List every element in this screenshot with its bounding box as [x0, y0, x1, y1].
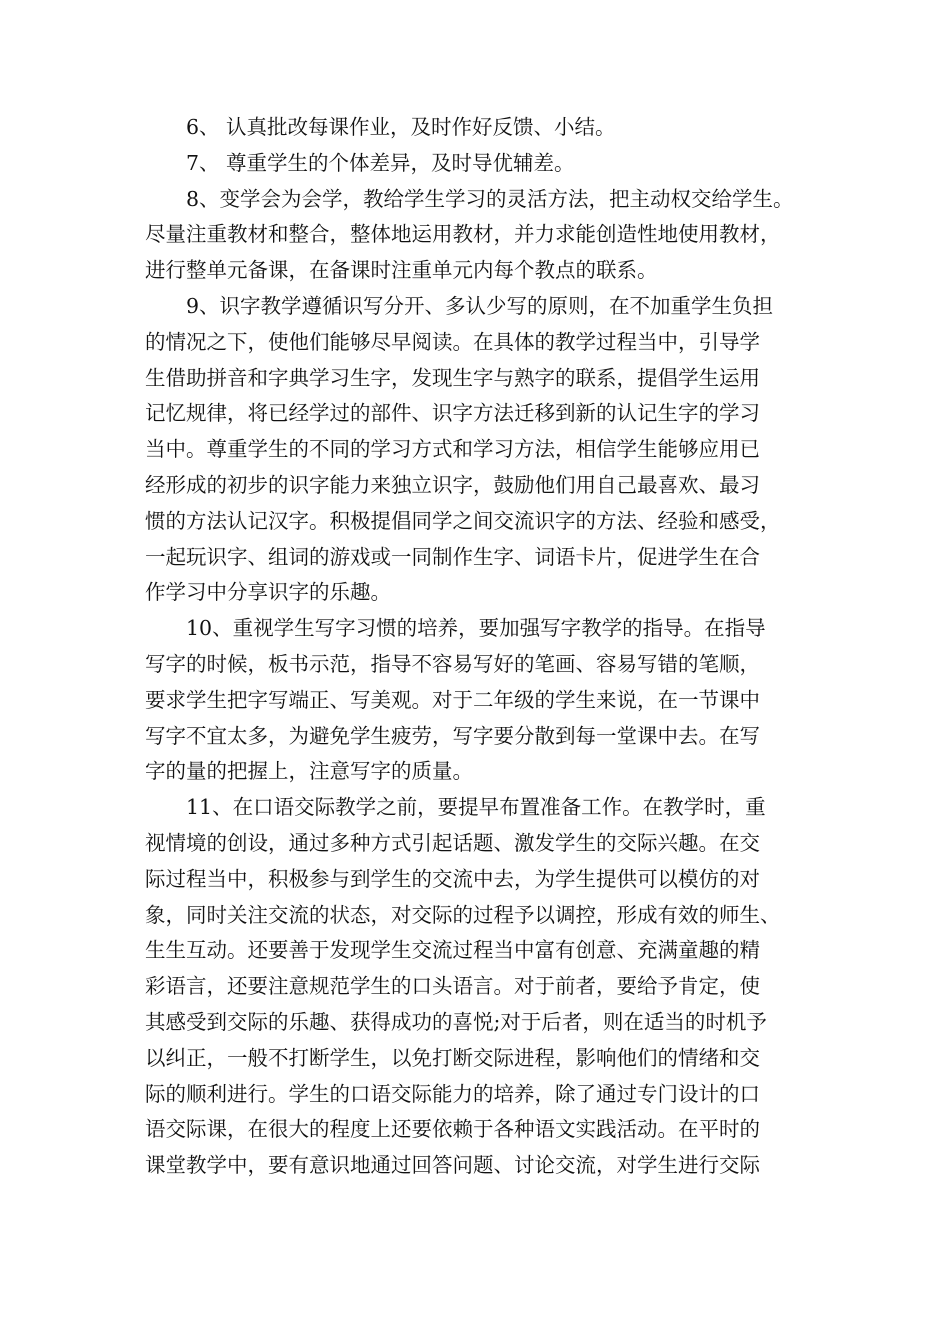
- paragraph-first-line: 6、 认真批改每课作业，及时作好反馈、小结。: [186, 115, 616, 139]
- text-line: 际过程当中，积极参与到学生的交流中去，为学生提供可以模仿的对: [145, 866, 760, 891]
- text-line: 记忆规律，将已经学过的部件、识字方法迁移到新的认记生字的学习: [145, 401, 760, 426]
- text-line: 生生互动。还要善于发现学生交流过程当中富有创意、充满童趣的精: [145, 938, 760, 963]
- paragraph-first-line: 11、在口语交际教学之前，要提早布置准备工作。在教学时，重: [186, 795, 766, 820]
- text-line: 进行整单元备课，在备课时注重单元内每个教点的联系。: [145, 258, 658, 283]
- paragraph-first-line: 8、变学会为会学，教给学生学习的灵活方法，把主动权交给学生。: [186, 186, 794, 211]
- text-line: 际的顺利进行。学生的口语交际能力的培养，除了通过专门设计的口: [145, 1081, 760, 1106]
- text-line: 彩语言，还要注意规范学生的口头语言。对于前者，要给予肯定，使: [145, 974, 760, 999]
- paragraph-first-line: 10、重视学生写字习惯的培养，要加强写字教学的指导。在指导: [186, 616, 766, 641]
- text-line: 字的量的把握上，注意写字的质量。: [145, 759, 473, 784]
- text-line: 写字的时候，板书示范，指导不容易写好的笔画、容易写错的笔顺，: [145, 651, 760, 676]
- text-line: 生借助拼音和字典学习生字，发现生字与熟字的联系，提倡学生运用: [145, 365, 760, 390]
- text-line: 其感受到交际的乐趣、获得成功的喜悦;对于后者，则在适当的时机予: [145, 1009, 767, 1034]
- text-line: 经形成的初步的识字能力来独立识字，鼓励他们用自己最喜欢、最习: [145, 472, 760, 497]
- text-line: 一起玩识字、组词的游戏或一同制作生字、词语卡片，促进学生在合: [145, 544, 760, 569]
- text-line: 的情况之下，使他们能够尽早阅读。在具体的教学过程当中，引导学: [145, 329, 760, 354]
- text-line: 以纠正，一般不打断学生，以免打断交际进程，影响他们的情绪和交: [145, 1045, 760, 1070]
- text-line: 作学习中分享识字的乐趣。: [145, 580, 391, 605]
- text-line: 尽量注重教材和整合，整体地运用教材，并力求能创造性地使用教材，: [145, 222, 781, 247]
- text-line: 视情境的创设，通过多种方式引起话题、激发学生的交际兴趣。在交: [145, 830, 760, 855]
- text-line: 象，同时关注交流的状态，对交际的过程予以调控，形成有效的师生、: [145, 902, 781, 927]
- text-line: 要求学生把字写端正、写美观。对于二年级的学生来说，在一节课中: [145, 687, 760, 712]
- text-line: 课堂教学中，要有意识地通过回答问题、讨论交流，对学生进行交际: [145, 1153, 760, 1178]
- text-line: 惯的方法认记汉字。积极提倡同学之间交流识字的方法、经验和感受，: [145, 508, 781, 533]
- paragraph-first-line: 7、 尊重学生的个体差异，及时导优辅差。: [186, 150, 575, 175]
- body-text: [145, 110, 815, 1184]
- text-line: 当中。尊重学生的不同的学习方式和学习方法，相信学生能够应用已: [145, 437, 760, 462]
- text-line: 写字不宜太多，为避免学生疲劳，写字要分散到每一堂课中去。在写: [145, 723, 760, 748]
- text-line: 语交际课，在很大的程度上还要依赖于各种语文实践活动。在平时的: [145, 1117, 760, 1142]
- paragraph-first-line: 9、识字教学遵循识写分开、多认少写的原则，在不加重学生负担: [186, 293, 774, 318]
